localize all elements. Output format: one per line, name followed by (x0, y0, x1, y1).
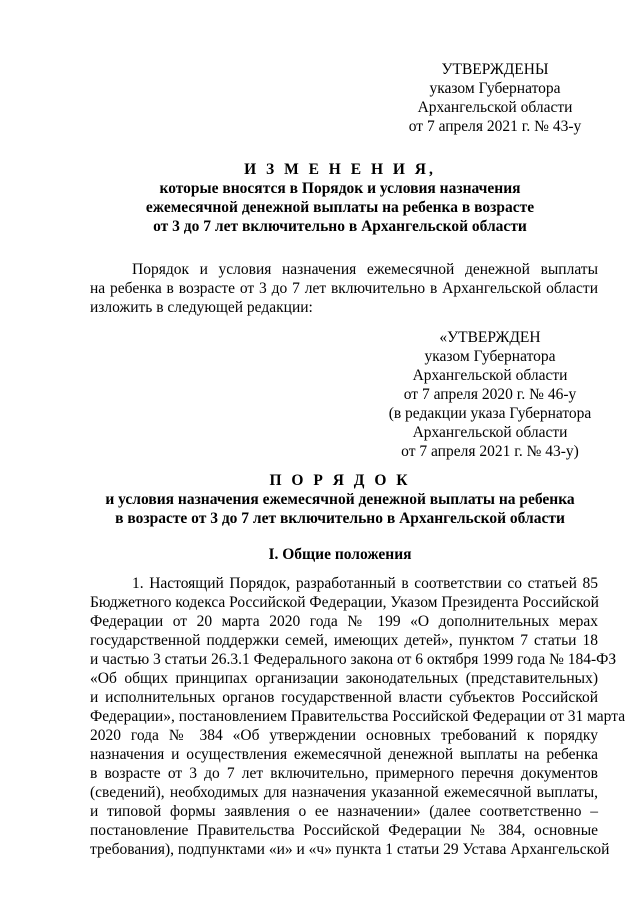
paragraph-1-line: в возрасте от 3 до 7 лет включительно, примерного перечня документов (90, 765, 598, 782)
order-subtitle-line: в возрасте от 3 до 7 лет включительно в Архангельской области (115, 510, 565, 527)
order-subtitle-line: и условия назначения ежемесячной денежной выплаты на ребенка (105, 491, 575, 508)
changes-title: И З М Е Н Е Н И Я, (244, 161, 436, 178)
paragraph-1-line: 1. Настоящий Порядок, разработанный в соответствии со статьей 85 (132, 575, 598, 592)
approval-top-line: от 7 апреля 2021 г. № 43-у (408, 118, 582, 135)
approval-second-line: «УТВЕРЖДЕН (439, 329, 541, 346)
paragraph-1-line: Федерации от 20 марта 2020 года № 199 «О дополнительных мерах (90, 613, 598, 630)
intro-paragraph (90, 260, 598, 317)
changes-heading (60, 160, 620, 236)
paragraph-1-line: «Об общих принципах организации законодательных (представительных) (90, 670, 598, 687)
paragraph-1-line: назначения и осуществления ежемесячной денежной выплаты на ребенка (90, 746, 598, 763)
paragraph-1-line: 2020 года № 384 «Об утверждении основных требований к порядку (90, 727, 598, 744)
order-title: П О Р Я Д О К (269, 472, 411, 489)
section-heading (60, 545, 620, 564)
changes-subtitle-line: которые вносятся в Порядок и условия назначения (159, 180, 521, 197)
paragraph-1-line: и исполнительных органов государственной власти субъектов Российской (90, 689, 598, 706)
approval-stamp-top (390, 60, 600, 136)
changes-subtitle-line: от 3 до 7 лет включительно в Архангельской области (153, 218, 527, 235)
paragraph-1-line: Бюджетного кодекса Российской Федерации, Указом Президента Российской (90, 594, 599, 611)
order-heading (60, 471, 620, 528)
paragraph-1-line: государственной поддержки семей, имеющих детей», пунктом 7 статьи 18 (90, 632, 598, 649)
approval-second-line: Архангельской области (412, 424, 568, 441)
intro-line: на ребенка в возрасте от 3 до 7 лет включительно в Архангельской области (90, 280, 598, 297)
paragraph-1 (90, 574, 626, 859)
paragraph-1-line: и частью 3 статьи 26.3.1 Федерального закона от 6 октября 1999 года № 184-ФЗ (90, 651, 617, 668)
approval-stamp-second (380, 328, 600, 461)
approval-second-line: от 7 апреля 2021 г. № 43-у) (401, 443, 579, 460)
changes-subtitle-line: ежемесячной денежной выплаты на ребенка в возрасте (145, 199, 535, 216)
intro-line: Порядок и условия назначения ежемесячной денежной выплаты (132, 261, 598, 278)
approval-top-line: указом Губернатора (429, 80, 561, 97)
paragraph-1-line: требования), подпунктами «и» и «ч» пункта 1 статьи 29 Устава Архангельской (90, 841, 610, 858)
approval-top-line: Архангельской области (417, 99, 573, 116)
approval-top-line: УТВЕРЖДЕНЫ (441, 61, 549, 78)
paragraph-1-line: (сведений), необходимых для назначения указанной ежемесячной выплаты, (90, 784, 598, 801)
approval-second-line: от 7 апреля 2020 г. № 46-у (403, 386, 577, 403)
paragraph-1-line: постановление Правительства Российской Федерации № 384, основные (90, 822, 598, 839)
paragraph-1-line: и типовой формы заявления о ее назначении» (далее соответственно – (90, 803, 598, 820)
paragraph-1-line: Федерации», постановлением Правительства Российской Федерации от 31 марта (90, 708, 626, 725)
intro-line: изложить в следующей редакции: (90, 299, 313, 316)
approval-second-line: Архангельской области (412, 367, 568, 384)
section-title: I. Общие положения (268, 546, 412, 563)
approval-second-line: (в редакции указа Губернатора (388, 405, 592, 422)
approval-second-line: указом Губернатора (424, 348, 556, 365)
